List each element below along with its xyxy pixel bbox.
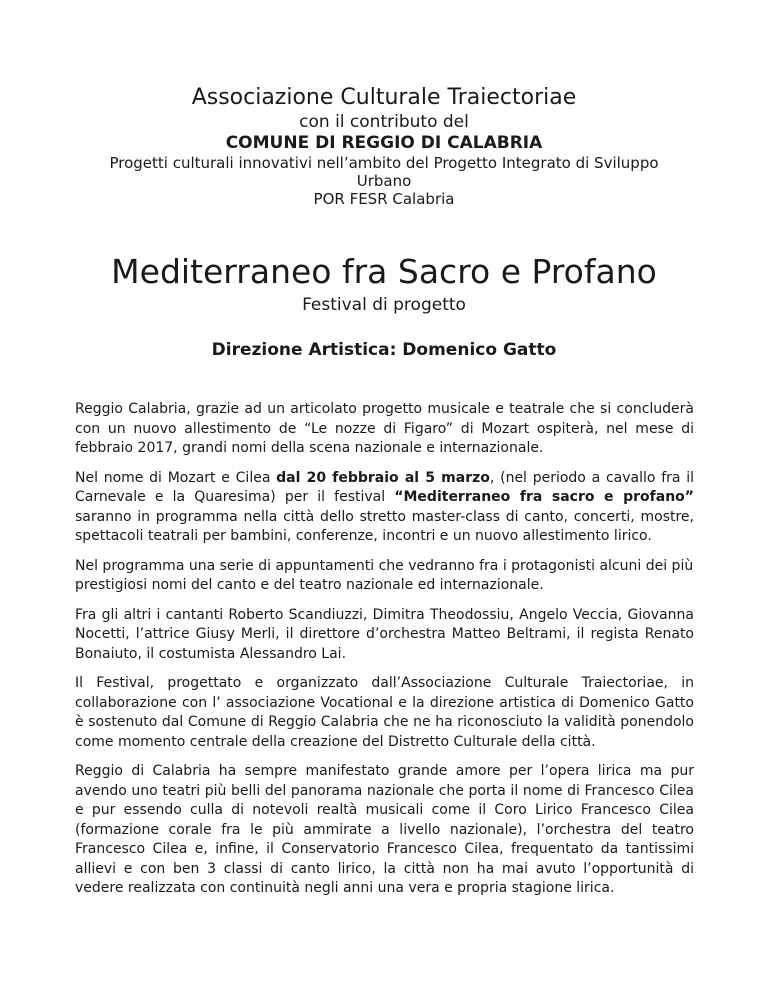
paragraph-2-dates: dal 20 febbraio al 5 marzo (276, 469, 490, 486)
paragraph-2-part-a: Nel nome di Mozart e Cilea (75, 469, 277, 486)
projects-line-2: Urbano (356, 172, 412, 190)
comune-name: COMUNE DI REGGIO DI CALABRIA (225, 133, 543, 153)
body-text (75, 400, 694, 909)
projects-line-1: Progetti culturali innovativi nell’ambito del Progetto Integrato di Sviluppo (109, 154, 659, 172)
paragraph-2-festival-name: “Mediterraneo fra sacro e profano” (394, 489, 694, 505)
por-line: POR FESR Calabria (313, 190, 455, 208)
title-block (40, 250, 728, 316)
paragraph-4: Fra gli altri i cantanti Roberto Scandiuzzi, Dimitra Theodossiu, Angelo Veccia, Giovanna Nocetti, l’attrice Giusy Merli, il direttore d’orchestra Matteo Beltrami, il regista Renato Bonaiuto, il costumista Alessandro Lai. (75, 606, 694, 662)
organization-name: Associazione Culturale Traiectoriae (191, 85, 577, 110)
paragraph-5: Il Festival, progettato e organizzato dall’Associazione Culturale Traiectoriae, in collaborazione con l’ associazione Vocational e la direzione artistica di Domenico Gatto è sostenuto dal Comune di Reggio Calabria che ne ha riconosciuto la validità ponendolo come momento centrale della creazione del Distretto Culturale della città. (75, 675, 694, 750)
paragraph-3: Nel programma una serie di appuntamenti che vedranno fra i protagonisti alcuni dei più prestigiosi nomi del canto e del teatro nazionale ed internazionale. (75, 557, 694, 593)
paragraph-2 (75, 469, 694, 547)
contribution-line: con il contributo del (299, 112, 469, 132)
paragraph-1: Reggio Calabria, grazie ad un articolato progetto musicale e teatrale che si concluderà con un nuovo allestimento de “Le nozze di Figaro” di Mozart ospiterà, nel mese di febbraio 2017, grandi nomi della scena nazionale e internazionale. (75, 401, 694, 456)
paragraph-2-part-e: saranno in programma nella città dello stretto master-class di canto, concerti, mostre, spettacoli teatrali per bambini, conferenze, incontri e un nuovo allestimento lirico. (75, 508, 694, 544)
paragraph-6: Reggio di Calabria ha sempre manifestato grande amore per l’opera lirica ma pur avendo uno teatri più belli del panorama nazionale che porta il nome di Francesco Cilea e pur essendo culla di notevoli realtà musicali come il Coro Lirico Francesco Cilea (formazione corale fra le più ammirate a livello nazionale), l’orchestra del teatro Francesco Cilea e, infine, il Conservatorio Francesco Cilea, frequentato da tantissimi allievi e con ben 3 classi di canto lirico, la città non ha mai avuto l’opportunità di vedere realizzata con continuità negli anni una vera e propria stagione lirica. (75, 763, 694, 896)
artistic-direction: Direzione Artistica: Domenico Gatto (211, 340, 557, 360)
paragraph-2-part-c: , (nel periodo a cavallo fra il Carnevale e la Quaresima) per il festival (75, 469, 694, 505)
festival-subtitle: Festival di progetto (302, 295, 466, 315)
document-header (60, 84, 708, 208)
festival-title: Mediterraneo fra Sacro e Profano (111, 252, 657, 291)
